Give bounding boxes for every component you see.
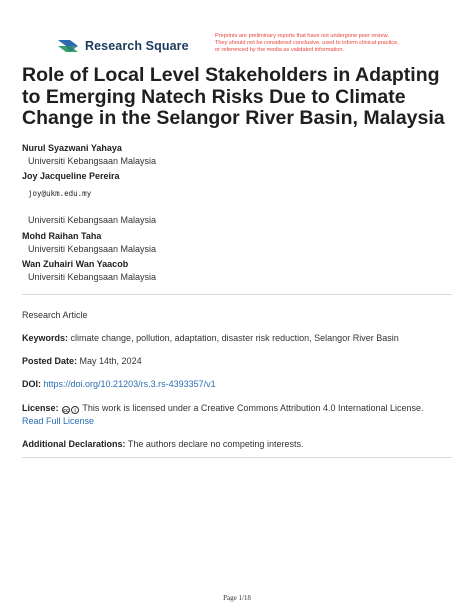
notice-line: They should not be considered conclusive, used to inform clinical practice, (215, 40, 399, 47)
author-name: Mohd Raihan Taha (22, 231, 102, 241)
divider (22, 294, 452, 295)
author-affiliation: Universiti Kebangsaan Malaysia (28, 156, 157, 166)
author-name: Joy Jacqueline Pereira (22, 171, 120, 181)
research-square-logo[interactable] (57, 36, 189, 56)
posted-date-value: May 14th, 2024 (79, 356, 142, 366)
posted-date (22, 356, 462, 366)
doi (22, 379, 462, 389)
logo-text: Research Square (85, 39, 189, 53)
notice-line: or referenced by the media as validated information. (215, 47, 345, 54)
paper-title: Role of Local Level Stakeholders in Adapting to Emerging Natech Risks Due to Climate Change in the Selangor River Basin, Malaysia (22, 64, 445, 129)
preprint-notice (215, 33, 440, 55)
license (22, 402, 462, 428)
divider (22, 457, 452, 458)
read-full-license-link[interactable]: Read Full License (22, 416, 95, 426)
posted-date-label: Posted Date: (22, 356, 78, 366)
keywords (22, 333, 462, 343)
doi-link[interactable]: https://doi.org/10.21203/rs.3.rs-4393357/v1 (43, 379, 216, 389)
author-affiliation: Universiti Kebangsaan Malaysia (28, 215, 157, 225)
keywords-value: climate change, pollution, adaptation, disaster risk reduction, Selangor River Basin (70, 333, 399, 343)
declarations-value: The authors declare no competing interests. (127, 439, 304, 449)
author-name: Wan Zuhairi Wan Yaacob (22, 259, 129, 269)
article-type: Research Article (22, 310, 88, 320)
author-name: Nurul Syazwani Yahaya (22, 143, 122, 153)
cc-license-icons (62, 406, 79, 414)
attribution-icon: i (71, 406, 79, 414)
author-affiliation: Universiti Kebangsaan Malaysia (28, 244, 157, 254)
license-text: This work is licensed under a Creative Commons Attribution 4.0 International License. (82, 403, 424, 413)
creative-commons-icon: cc (63, 408, 69, 414)
research-square-logo-icon (57, 36, 79, 56)
keywords-label: Keywords: (22, 333, 69, 343)
license-label: License: (22, 403, 59, 413)
author-email[interactable]: joy@ukm.edu.my (28, 189, 92, 198)
author-affiliation: Universiti Kebangsaan Malaysia (28, 272, 157, 282)
declarations-label: Additional Declarations: (22, 439, 126, 449)
declarations (22, 439, 462, 449)
doi-label: DOI: (22, 379, 41, 389)
notice-line: Preprints are preliminary reports that have not undergone peer review. (215, 33, 389, 39)
page-number: Page 1/18 (223, 594, 251, 602)
